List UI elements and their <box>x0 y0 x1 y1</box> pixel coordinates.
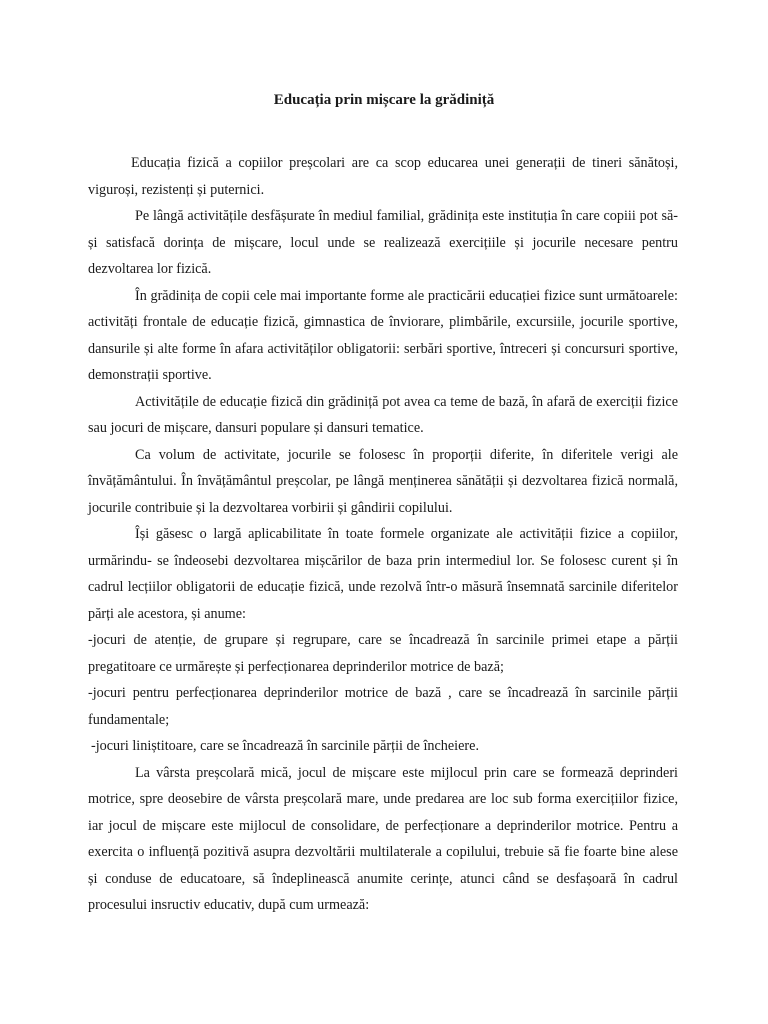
paragraph: În grădinița de copii cele mai importante forme ale practicării educației fizice sunt următoarele: activități frontale de educație fizică, gimnastica de înviorare, plimbările, excursiile, jocurile sportive, dansurile și alte forme în afara activităților obligatorii: serbări sportive, întreceri și concursuri sportive, demonstrații sportive. <box>88 287 678 383</box>
paragraph: Pe lângă activitățile desfășurate în mediul familial, grădinița este instituția în care copiii pot să-și satisfacă dorința de mișcare, locul unde se realizează exercițiile și jocurile necesare pentru dezvoltarea lor fizică. <box>88 208 678 277</box>
paragraph: La vârsta preșcolară mică, jocul de mișcare este mijlocul prin care se formează deprinderi motrice, spre deosebire de vârsta preșcolară mare, unde predarea are loc sub forma exercițiilor fizice, iar jocul de mișcare este mijlocul de consolidare, de perfecționare a deprinderilor motrice. Pentru a exercita o influență pozitivă asupra dezvoltării multilaterale a copilului, trebuie să fie foarte bine alese și conduse de educatoare, să îndeplinească anumite cerințe, atunci când se desfașoară în cadrul procesului insructiv educativ, după cum urmează: <box>88 764 678 913</box>
paragraph: Își găsesc o largă aplicabilitate în toate formele organizate ale activității fizice a copiilor, urmărindu- se îndeosebi dezvoltarea mișcărilor de baza prin intermediul lor. Se folosesc curent și în cadrul lecțiilor obligatorii de educație fizică, unde rezolvă într-o măsură însemnată sarcinile diferitelor părți ale acestora, și anume: <box>88 526 678 622</box>
paragraph: Educația fizică a copiilor preșcolari are ca scop educarea unei generații de tineri sănătoși, viguroși, rezistenți și puternici. <box>88 155 678 198</box>
paragraph: Ca volum de activitate, jocurile se folosesc în proporții diferite, în diferitele verigi ale învățământului. În învățământul preșcolar, pe lângă menținerea sănătății și dezvoltarea fizică normală, jocurile contribuie și la dezvoltarea vorbirii și gândirii copilului. <box>88 446 678 516</box>
list-item: -jocuri pentru perfecționarea deprinderilor motrice de bază , care se încadrează în sarcinile părții fundamentale; <box>88 685 678 728</box>
document-title: Educația prin mișcare la grădiniță <box>273 92 495 108</box>
list-item: -jocuri liniștitoare, care se încadrează în sarcinile părții de încheiere. <box>91 738 479 754</box>
document-body <box>88 150 678 919</box>
paragraph: Activitățile de educație fizică din grădiniță pot avea ca teme de bază, în afară de exerciții fizice sau jocuri de mișcare, dansuri populare și dansuri tematice. <box>88 393 678 436</box>
list-item: -jocuri de atenție, de grupare și regrupare, care se încadrează în sarcinile primei etape a părții pregatitoare ce urmărește și perfecționarea deprinderilor motrice de bază; <box>88 632 678 675</box>
